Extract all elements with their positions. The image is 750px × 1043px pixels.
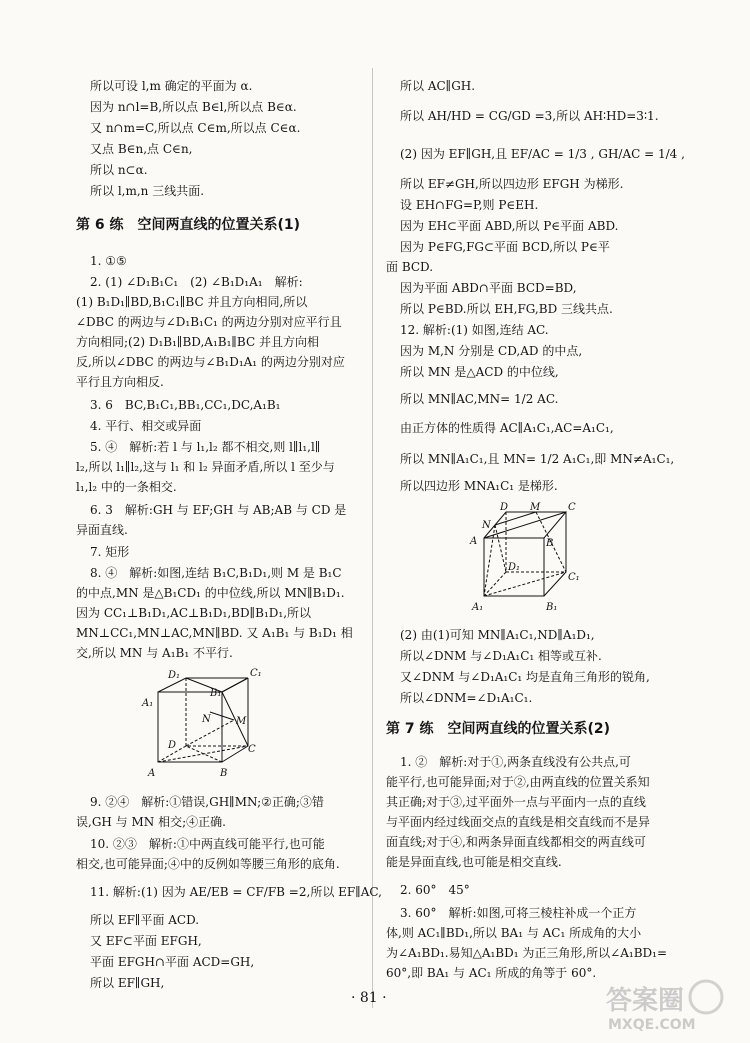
label-B: B	[220, 768, 228, 779]
label-C1: C₁	[250, 668, 262, 679]
label-M: M	[236, 716, 247, 727]
cube-figure-exercise-8	[140, 664, 270, 786]
text-line: 所以∠DNM 与∠D₁A₁C₁ 相等或互补.	[400, 649, 602, 663]
text-line: 又 EF⊂平面 EFGH,	[90, 934, 202, 948]
label-D: D	[168, 740, 177, 751]
label-C: C	[568, 502, 576, 513]
text-line: 体,则 AC₁∥BD₁,所以 BA₁ 与 AC₁ 所成角的大小	[386, 926, 642, 940]
label-B1: B₁	[546, 602, 558, 613]
label-D1: D₁	[168, 670, 181, 681]
text-line: 交,所以 MN 与 A₁B₁ 不平行.	[76, 646, 233, 660]
label-N: N	[202, 714, 211, 725]
text-line: 8. ④ 解析:如图,连结 B₁C,B₁D₁,则 M 是 B₁C	[90, 566, 342, 580]
text-line: 所以 EF∥GH,	[90, 976, 165, 990]
text-line: 因为 EH⊂平面 ABD,所以 P∈平面 ABD.	[400, 219, 619, 233]
text-line: 的中点,MN 是△B₁CD₁ 的中位线,所以 MN∥B₁D₁.	[76, 586, 345, 600]
text-line: 又∠DNM 与∠D₁A₁C₁ 均是直角三角形的锐角,	[400, 670, 650, 684]
text-line: 因为平面 ABD∩平面 BCD=BD,	[400, 281, 577, 295]
text-line: 面 BCD.	[386, 260, 434, 274]
text-line: 5. ④ 解析:若 l 与 l₁,l₂ 都不相交,则 l∥l₁,l∥	[90, 440, 321, 454]
section-heading: 第 7 练 空间两直线的位置关系(2)	[386, 721, 611, 737]
text-line: 为∠A₁BD₁.易知△A₁BD₁ 为正三角形,所以∠A₁BD₁=	[386, 946, 668, 960]
text-line: 能是异面直线,也可能是相交直线.	[386, 855, 562, 869]
label-B: B	[546, 538, 554, 549]
text-line: 2. 60° 45°	[400, 883, 470, 897]
text-line: 异面直线.	[76, 523, 128, 537]
text-line: 12. 解析:(1) 如图,连结 AC.	[400, 323, 549, 337]
text-line: 又 n∩m=C,所以点 C∈m,所以点 C∈α.	[90, 121, 301, 135]
text-line: 所以 l,m,n 三线共面.	[90, 184, 205, 198]
cube-figure-exercise-12	[466, 500, 590, 622]
watermark-text: 答案圈	[606, 986, 685, 1016]
watermark-domain: MXQE.COM	[608, 1017, 696, 1033]
text-line: 所以 EF≠GH,所以四边形 EFGH 为梯形.	[400, 177, 624, 191]
label-A1: A₁	[472, 602, 484, 613]
text-line: 能平行,也可能异面;对于②,由两直线的位置关系知	[386, 775, 650, 789]
text-line: 所以 AC∥GH.	[400, 79, 476, 93]
text-line: 因为 n∩l=B,所以点 B∈l,所以点 B∈α.	[90, 100, 297, 114]
text-line: 因为 CC₁⊥B₁D₁,AC⊥B₁D₁,BD∥B₁D₁,所以	[76, 606, 312, 620]
text-line: 3. 6 BC,B₁C₁,BB₁,CC₁,DC,A₁B₁	[90, 398, 281, 412]
text-line: 平面 EFGH∩平面 ACD=GH,	[90, 955, 255, 969]
text-line: (1) B₁D₁∥BD,B₁C₁∥BC 并且方向相同,所以	[76, 295, 308, 309]
label-C1: C₁	[568, 572, 580, 583]
text-line: 60°,即 BA₁ 与 AC₁ 所成的角等于 60°.	[386, 966, 597, 980]
text-line: 4. 平行、相交或异面	[90, 419, 202, 433]
text-line: 与平面内经过线面交点的直线是相交直线而不是异	[386, 815, 651, 829]
text-line: 2. (1) ∠D₁B₁C₁ (2) ∠B₁D₁A₁ 解析:	[90, 275, 303, 289]
text-line: 方向相同;(2) D₁B₁∥BD,A₁B₁∥BC 并且方向相	[76, 335, 319, 349]
label-D: D	[500, 502, 509, 513]
text-line: 反,所以∠DBC 的两边与∠B₁D₁A₁ 的两边分别对应	[76, 355, 345, 369]
text-line: l₂,所以 l₁∥l₂,这与 l₁ 和 l₂ 异面矛盾,所以 l 至少与	[76, 460, 335, 474]
text-line: 所以 EF∥平面 ACD.	[90, 913, 200, 927]
label-M: M	[530, 502, 541, 513]
text-line: 所以 AH/HD = CG/GD =3,所以 AH∶HD=3∶1.	[400, 109, 659, 123]
label-A: A	[148, 768, 156, 779]
text-line: 7. 矩形	[90, 545, 130, 559]
text-line: 所以 MN 是△ACD 的中位线,	[400, 365, 559, 379]
text-line: 误,GH 与 MN 相交;④正确.	[76, 815, 226, 829]
text-line: 11. 解析:(1) 因为 AE/EB = CF/FB =2,所以 EF∥AC,	[90, 885, 382, 899]
text-line: 所以四边形 MNA₁C₁ 是梯形.	[400, 479, 558, 493]
text-line: 9. ②④ 解析:①错误,GH∥MN;②正确;③错	[90, 795, 324, 809]
text-line: 由正方体的性质得 AC∥A₁C₁,AC=A₁C₁,	[400, 421, 614, 435]
text-line: ∠DBC 的两边与∠D₁B₁C₁ 的两边分别对应平行且	[76, 315, 342, 329]
label-D1: D₁	[508, 562, 521, 573]
text-line: 3. 60° 解析:如图,可将三棱柱补成一个正方	[400, 906, 637, 920]
label-N: N	[482, 520, 491, 531]
section-heading: 第 6 练 空间两直线的位置关系(1)	[76, 217, 301, 233]
text-line: 因为 P∈FG,FG⊂平面 BCD,所以 P∈平	[400, 240, 610, 254]
label-A: A	[470, 536, 478, 547]
text-line: 又点 B∈n,点 C∈n,	[90, 142, 193, 156]
text-line: l₁,l₂ 中的一条相交.	[76, 480, 177, 494]
text-line: 因为 M,N 分别是 CD,AD 的中点,	[400, 344, 583, 358]
text-line: 所以可设 l,m 确定的平面为 α.	[90, 79, 253, 93]
watermark-logo	[602, 975, 732, 1035]
label-C: C	[248, 744, 256, 755]
text-line: 1. ② 解析:对于①,两条直线没有公共点,可	[400, 755, 631, 769]
text-line: 相交,也可能异面;④中的反例如等腰三角形的底角.	[76, 857, 340, 871]
label-B1: B₁	[210, 688, 222, 699]
text-line: 所以 MN∥AC,MN= 1/2 AC.	[400, 392, 559, 406]
page-number: · 81 ·	[351, 990, 387, 1006]
text-line: MN⊥CC₁,MN⊥AC,MN∥BD. 又 A₁B₁ 与 B₁D₁ 相	[76, 626, 353, 640]
label-A1: A₁	[142, 698, 154, 709]
column-divider	[372, 68, 373, 1008]
text-line: 其正确;对于③,过平面外一点与平面内一点的直线	[386, 795, 646, 809]
text-line: 所以 MN∥A₁C₁,且 MN= 1/2 A₁C₁,即 MN≠A₁C₁,	[400, 452, 675, 466]
text-line: 1. ①⑤	[90, 254, 127, 268]
text-line: 平行且方向相反.	[76, 375, 164, 389]
text-line: 所以 P∈BD.所以 EH,FG,BD 三线共点.	[400, 302, 613, 316]
text-line: (2) 因为 EF∥GH,且 EF/AC = 1/3 , GH/AC = 1/4 ,	[400, 147, 685, 161]
text-line: (2) 由(1)可知 MN∥A₁C₁,ND∥A₁D₁,	[400, 628, 595, 642]
text-line: 10. ②③ 解析:①中两直线可能平行,也可能	[90, 837, 325, 851]
text-line: 所以 n⊂α.	[90, 163, 148, 177]
text-line: 所以∠DNM=∠D₁A₁C₁.	[400, 691, 533, 705]
text-line: 面直线;对于④,和两条异面直线都相交的两直线可	[386, 835, 646, 849]
text-line: 6. 3 解析:GH 与 EF;GH 与 AB;AB 与 CD 是	[90, 503, 347, 517]
text-line: 设 EH∩FG=P,则 P∈EH.	[400, 198, 539, 212]
